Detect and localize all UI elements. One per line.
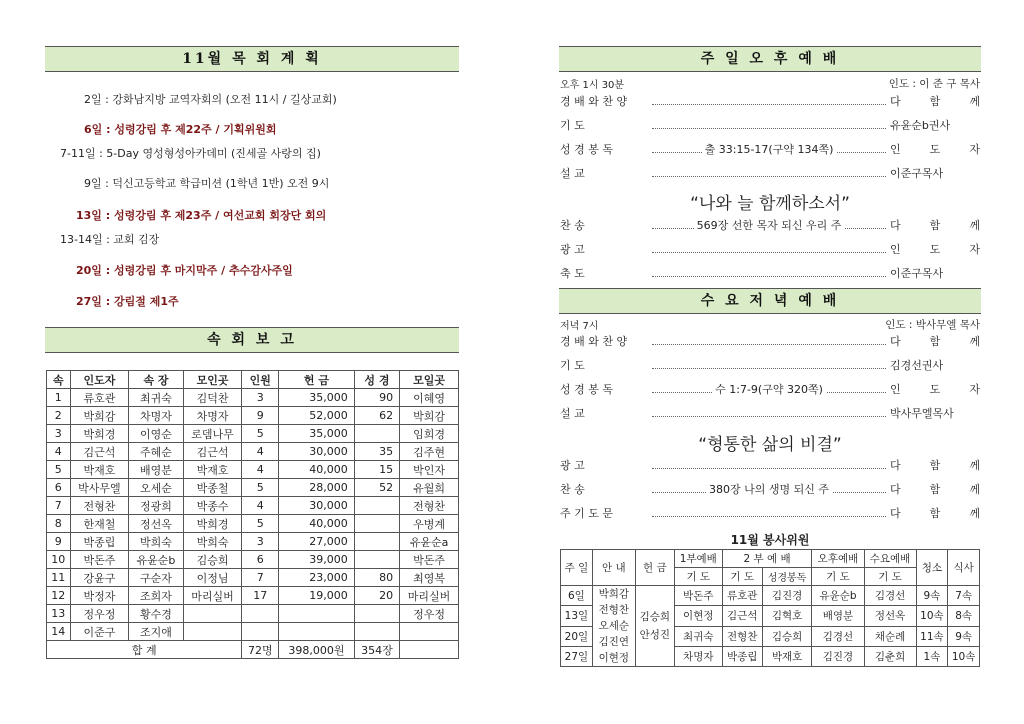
wednesday-time: 저녁 7시 — [560, 321, 599, 332]
table-cell: 19,000 — [279, 587, 355, 605]
table-cell: 정광희 — [129, 497, 183, 515]
table-cell: 류호관 — [70, 389, 129, 407]
total-label: 합 계 — [47, 641, 242, 659]
table-cell: 박사무엘 — [70, 479, 129, 497]
table-cell: 23,000 — [279, 569, 355, 587]
table-cell — [183, 605, 242, 623]
table-cell — [354, 425, 399, 443]
table-cell: 한재철 — [70, 515, 129, 533]
table-cell: 정선옥 — [129, 515, 183, 533]
order-row — [560, 458, 980, 474]
serve-week: 20일 — [561, 626, 593, 646]
table-cell: 이혜영 — [400, 389, 459, 407]
table-cell: 마리실버 — [183, 587, 242, 605]
table-cell: 20 — [354, 587, 399, 605]
table-cell: 28,000 — [279, 479, 355, 497]
table-row — [47, 515, 459, 533]
table-cell: 마리실버 — [400, 587, 459, 605]
order-person: 유윤순b권사 — [890, 119, 951, 132]
order-row — [560, 482, 980, 498]
dot-leader — [652, 166, 886, 177]
table-cell: 30,000 — [279, 443, 355, 461]
table-cell: 1 — [47, 389, 71, 407]
table-cell: 4 — [47, 443, 71, 461]
serve-cell: 김진경 — [762, 586, 812, 606]
serve-sub-wed-prayer: 기 도 — [864, 568, 916, 586]
table-cell: 차명자 — [183, 407, 242, 425]
table-row — [47, 407, 459, 425]
table-cell: 52 — [354, 479, 399, 497]
order-row — [560, 118, 980, 134]
table-cell — [242, 623, 279, 641]
serve-head-1st: 1부예배 — [674, 550, 722, 568]
table-cell: 13 — [47, 605, 71, 623]
order-label: 성 경 봉 독 — [560, 383, 613, 396]
column-header: 모인곳 — [183, 371, 242, 389]
dot-leader — [652, 118, 886, 129]
table-cell: 39,000 — [279, 551, 355, 569]
table-cell: 구순자 — [129, 569, 183, 587]
table-cell: 강윤구 — [70, 569, 129, 587]
plan-title: 11월 목 회 계 획 — [45, 46, 459, 72]
table-cell: 최영복 — [400, 569, 459, 587]
order-label: 찬 송 — [560, 219, 585, 232]
table-cell: 박돈주 — [400, 551, 459, 569]
column-header: 헌 금 — [279, 371, 355, 389]
sunday-sermon-title: “나와 늘 함께하소서” — [690, 194, 850, 214]
table-cell: 박재호 — [183, 461, 242, 479]
table-cell: 14 — [47, 623, 71, 641]
table-cell: 5 — [242, 425, 279, 443]
table-cell: 80 — [354, 569, 399, 587]
serve-cell: 차명자 — [674, 646, 722, 666]
serve-week: 6일 — [561, 586, 593, 606]
table-cell — [242, 605, 279, 623]
table-cell — [354, 533, 399, 551]
order-detail: 출 33:15-17(구약 134쪽) — [702, 143, 837, 156]
order-label: 주 기 도 문 — [560, 507, 613, 520]
serve-cell: 최귀숙 — [674, 626, 722, 646]
table-cell: 11 — [47, 569, 71, 587]
table-cell: 35,000 — [279, 425, 355, 443]
serve-cell: 배영분 — [812, 606, 864, 626]
order-detail-wrap — [652, 142, 886, 158]
table-row — [561, 586, 980, 606]
sunday-service-title: 주 일 오 후 예 배 — [559, 46, 981, 72]
serve-cell: 1속 — [916, 646, 948, 666]
table-cell: 2 — [47, 407, 71, 425]
table-cell: 조지애 — [129, 623, 183, 641]
order-person: 인 도 자 — [890, 243, 980, 256]
order-person: 다 함 께 — [890, 459, 980, 472]
order-person: 다 함 께 — [890, 335, 980, 348]
schedule-item: 7-11일 : 5-Day 영성형성아카데미 (진세골 사랑의 집) — [60, 147, 321, 160]
schedule-item: 2일 : 강화남지방 교역자회의 (오전 11시 / 길상교회) — [84, 93, 337, 106]
serve-cell: 김근석 — [722, 606, 762, 626]
table-cell: 9 — [47, 533, 71, 551]
table-row — [47, 569, 459, 587]
table-cell: 5 — [242, 515, 279, 533]
order-row — [560, 166, 980, 182]
order-person: 다 함 께 — [890, 507, 980, 520]
table-cell: 27,000 — [279, 533, 355, 551]
table-cell: 박재호 — [70, 461, 129, 479]
order-label: 성 경 봉 독 — [560, 143, 613, 156]
order-row — [560, 506, 980, 522]
total-bible: 354장 — [354, 641, 399, 659]
schedule-item: 9일 : 덕신고등학교 학급미션 (1학년 1반) 오전 9시 — [84, 177, 330, 190]
serve-week: 27일 — [561, 646, 593, 666]
order-row — [560, 266, 980, 282]
column-header: 속 — [47, 371, 71, 389]
serve-head-meal: 식사 — [948, 550, 980, 586]
dot-leader — [652, 506, 886, 517]
table-cell: 박종립 — [70, 533, 129, 551]
table-cell: 박종철 — [183, 479, 242, 497]
sunday-leader: 인도 : 이 준 구 목사 — [888, 78, 980, 90]
total-offering: 398,000원 — [279, 641, 355, 659]
table-cell: 박돈주 — [70, 551, 129, 569]
table-cell: 5 — [242, 479, 279, 497]
dot-leader — [652, 94, 886, 105]
table-cell: 이정님 — [183, 569, 242, 587]
column-header: 인원 — [242, 371, 279, 389]
table-cell: 유월희 — [400, 479, 459, 497]
serve-cell: 유윤순b — [812, 586, 864, 606]
table-row — [47, 425, 459, 443]
column-header: 성 경 — [354, 371, 399, 389]
table-row — [47, 623, 459, 641]
serve-cell: 9속 — [916, 586, 948, 606]
table-cell — [354, 551, 399, 569]
cell-report-table — [46, 370, 459, 659]
serve-cell: 채순례 — [864, 626, 916, 646]
serve-head-week: 주 일 — [561, 550, 593, 586]
dot-leader — [652, 458, 886, 469]
table-cell: 황수경 — [129, 605, 183, 623]
table-cell — [354, 623, 399, 641]
order-person: 다 함 께 — [890, 219, 980, 232]
table-cell: 박희숙 — [129, 533, 183, 551]
order-detail: 수 1:7-9(구약 320쪽) — [712, 383, 826, 396]
order-label: 설 교 — [560, 167, 585, 180]
table-row — [47, 461, 459, 479]
table-cell — [400, 623, 459, 641]
dot-leader — [652, 266, 886, 277]
table-cell: 로뎀나무 — [183, 425, 242, 443]
order-row — [560, 218, 980, 234]
serve-head-pm: 오후예배 — [812, 550, 864, 568]
serve-title: 11월 봉사위원 — [730, 533, 810, 547]
table-cell: 전형찬 — [70, 497, 129, 515]
serve-head-guide: 안 내 — [592, 550, 635, 586]
table-cell: 4 — [242, 461, 279, 479]
column-header: 모일곳 — [400, 371, 459, 389]
table-cell: 김승희 — [183, 551, 242, 569]
table-cell: 우병계 — [400, 515, 459, 533]
serve-cell: 박재호 — [762, 646, 812, 666]
table-cell: 62 — [354, 407, 399, 425]
sunday-time: 오후 1시 30분 — [560, 80, 625, 91]
serve-cell: 김경선 — [864, 586, 916, 606]
table-cell: 유윤순a — [400, 533, 459, 551]
serve-head-offering: 헌 금 — [635, 550, 674, 586]
table-cell: 박희감 — [70, 407, 129, 425]
order-label: 축 도 — [560, 267, 585, 280]
table-cell: 박정자 — [70, 587, 129, 605]
table-cell: 10 — [47, 551, 71, 569]
serve-cell: 박종립 — [722, 646, 762, 666]
serve-sub-1st-prayer: 기 도 — [674, 568, 722, 586]
table-cell — [279, 605, 355, 623]
order-label: 기 도 — [560, 119, 585, 132]
table-cell: 유윤순b — [129, 551, 183, 569]
schedule-item: 6일 : 성령강림 후 제22주 / 기획위원회 — [84, 123, 277, 136]
order-label: 설 교 — [560, 407, 585, 420]
table-cell: 이준구 — [70, 623, 129, 641]
schedule-item: 27일 : 강림절 제1주 — [76, 295, 179, 308]
column-header: 속 장 — [129, 371, 183, 389]
table-cell: 35 — [354, 443, 399, 461]
table-cell: 3 — [242, 533, 279, 551]
serve-cell: 7속 — [948, 586, 980, 606]
order-detail-wrap — [652, 382, 886, 398]
order-row — [560, 242, 980, 258]
table-cell: 30,000 — [279, 497, 355, 515]
table-header-row — [47, 371, 459, 389]
table-cell: 오세순 — [129, 479, 183, 497]
table-cell: 박인자 — [400, 461, 459, 479]
table-cell: 5 — [47, 461, 71, 479]
dot-leader — [652, 358, 886, 369]
order-detail: 380장 나의 생명 되신 주 — [706, 483, 832, 496]
order-label: 광 고 — [560, 459, 585, 472]
serve-cell: 김승희 — [762, 626, 812, 646]
order-person: 박사무엘목사 — [890, 407, 954, 420]
table-cell: 9 — [242, 407, 279, 425]
table-cell — [354, 605, 399, 623]
serve-guide: 박희감 전형찬 오세순 김진연 이현정 — [592, 586, 635, 667]
serve-week: 13일 — [561, 606, 593, 626]
schedule-item: 13-14일 : 교회 김장 — [60, 233, 160, 246]
table-cell: 40,000 — [279, 461, 355, 479]
order-row — [560, 142, 980, 158]
column-header: 인도자 — [70, 371, 129, 389]
order-row — [560, 334, 980, 350]
table-cell: 4 — [242, 443, 279, 461]
serve-sub-pm-prayer: 기 도 — [812, 568, 864, 586]
serve-sub-2nd-reading: 성경봉독 — [762, 568, 812, 586]
table-cell: 김덕찬 — [183, 389, 242, 407]
serve-sub-2nd-prayer: 기 도 — [722, 568, 762, 586]
serve-head-2nd: 2 부 예 배 — [722, 550, 812, 568]
table-cell: 박희경 — [70, 425, 129, 443]
table-cell: 김주현 — [400, 443, 459, 461]
table-cell: 박종수 — [183, 497, 242, 515]
table-cell: 6 — [242, 551, 279, 569]
order-label: 기 도 — [560, 359, 585, 372]
table-cell: 3 — [47, 425, 71, 443]
wednesday-service-title: 수 요 저 녁 예 배 — [559, 288, 981, 314]
order-person: 김경선권사 — [890, 359, 944, 372]
table-cell: 35,000 — [279, 389, 355, 407]
wednesday-sermon-title: “형통한 삶의 비결” — [698, 435, 842, 455]
table-cell: 박희숙 — [183, 533, 242, 551]
table-cell — [183, 623, 242, 641]
dot-leader — [652, 334, 886, 345]
table-row — [47, 551, 459, 569]
serve-cell: 9속 — [948, 626, 980, 646]
serve-cell: 이현정 — [674, 606, 722, 626]
order-row — [560, 406, 980, 422]
serve-cell: 김춘희 — [864, 646, 916, 666]
serve-table — [560, 549, 980, 667]
table-cell: 정우정 — [400, 605, 459, 623]
table-row — [47, 479, 459, 497]
table-cell: 배영분 — [129, 461, 183, 479]
serve-head-wed: 수요예배 — [864, 550, 916, 568]
table-cell: 이영순 — [129, 425, 183, 443]
table-cell: 김근석 — [183, 443, 242, 461]
table-cell: 40,000 — [279, 515, 355, 533]
serve-cell: 정선옥 — [864, 606, 916, 626]
table-cell: 차명자 — [129, 407, 183, 425]
serve-cell: 박돈주 — [674, 586, 722, 606]
table-cell — [279, 623, 355, 641]
table-cell: 임희경 — [400, 425, 459, 443]
table-cell: 7 — [47, 497, 71, 515]
order-person: 이준구목사 — [890, 267, 944, 280]
table-cell: 7 — [242, 569, 279, 587]
order-person: 인 도 자 — [890, 143, 980, 156]
serve-cell: 김경선 — [812, 626, 864, 646]
order-person: 이준구목사 — [890, 167, 944, 180]
serve-cell: 10속 — [948, 646, 980, 666]
table-cell: 3 — [242, 389, 279, 407]
report-title: 속 회 보 고 — [45, 327, 459, 353]
serve-cell: 10속 — [916, 606, 948, 626]
table-cell: 4 — [242, 497, 279, 515]
table-cell: 17 — [242, 587, 279, 605]
serve-cell: 8속 — [948, 606, 980, 626]
order-label: 광 고 — [560, 243, 585, 256]
order-label: 찬 송 — [560, 483, 585, 496]
table-cell — [354, 497, 399, 515]
order-label: 경 배 와 찬 양 — [560, 95, 628, 108]
serve-cell: 김혁호 — [762, 606, 812, 626]
table-cell — [354, 515, 399, 533]
table-cell: 정우정 — [70, 605, 129, 623]
serve-cell: 11속 — [916, 626, 948, 646]
table-cell: 8 — [47, 515, 71, 533]
schedule-item: 13일 : 성령강림 후 제23주 / 여선교회 회장단 회의 — [76, 209, 327, 222]
table-cell: 15 — [354, 461, 399, 479]
serve-cell: 류호관 — [722, 586, 762, 606]
table-cell: 박희감 — [400, 407, 459, 425]
order-person: 다 함 께 — [890, 95, 980, 108]
serve-cell: 전형찬 — [722, 626, 762, 646]
table-row — [47, 533, 459, 551]
table-row — [47, 605, 459, 623]
table-cell: 12 — [47, 587, 71, 605]
table-cell: 전형찬 — [400, 497, 459, 515]
table-cell: 박희경 — [183, 515, 242, 533]
order-detail-wrap — [652, 218, 886, 234]
table-cell: 90 — [354, 389, 399, 407]
dot-leader — [652, 242, 886, 253]
table-row — [47, 497, 459, 515]
serve-cell: 김진경 — [812, 646, 864, 666]
order-detail-wrap — [652, 482, 886, 498]
table-row — [47, 443, 459, 461]
order-detail: 569장 선한 목자 되신 우리 주 — [694, 219, 845, 232]
table-cell: 52,000 — [279, 407, 355, 425]
serve-head-clean: 청소 — [916, 550, 948, 586]
table-cell: 주혜순 — [129, 443, 183, 461]
order-person: 다 함 께 — [890, 483, 980, 496]
order-row — [560, 94, 980, 110]
table-cell: 6 — [47, 479, 71, 497]
table-cell: 조희자 — [129, 587, 183, 605]
table-total-row — [47, 641, 459, 659]
wednesday-leader: 인도 : 박사무엘 목사 — [885, 319, 980, 331]
table-cell: 김근석 — [70, 443, 129, 461]
schedule-item: 20일 : 성령강림 후 마지막주 / 추수감사주일 — [76, 264, 293, 277]
table-cell: 최귀숙 — [129, 389, 183, 407]
table-row — [47, 587, 459, 605]
order-label: 경 배 와 찬 양 — [560, 335, 628, 348]
order-row — [560, 358, 980, 374]
table-row — [47, 389, 459, 407]
total-people: 72명 — [242, 641, 279, 659]
serve-offering: 김승희 안성진 — [635, 586, 674, 667]
order-person: 인 도 자 — [890, 383, 980, 396]
dot-leader — [652, 406, 886, 417]
order-row — [560, 382, 980, 398]
